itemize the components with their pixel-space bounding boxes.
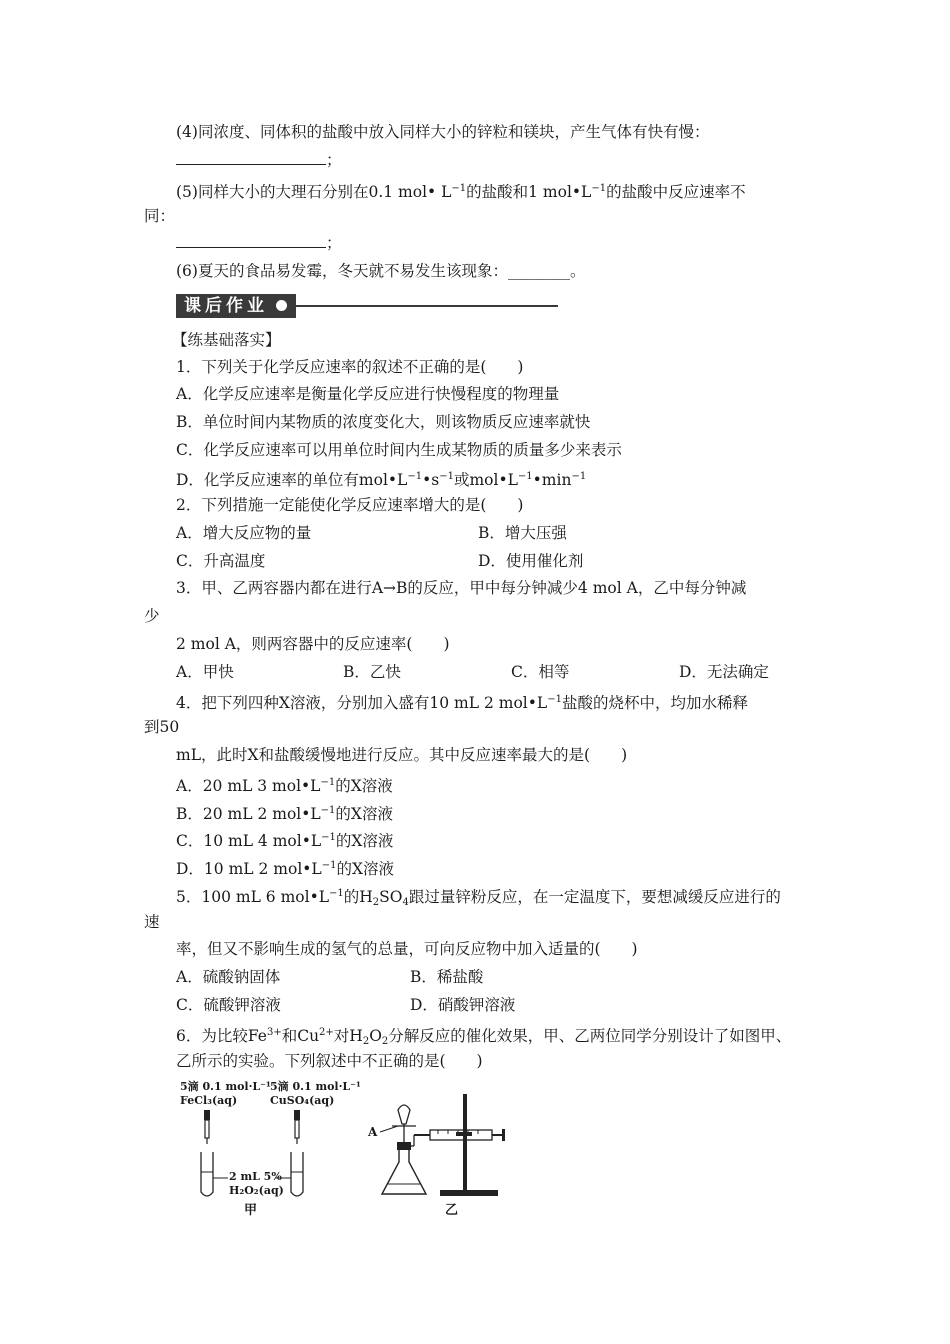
- p4-option-d: D．10 mL 2 $mol•L^{-1}$的X溶液: [176, 860, 395, 878]
- p2-option-a: A．增大反应物的量: [176, 524, 312, 542]
- p4-option-c: C．10 mL 4 $mol•L^{-1}$的X溶液: [176, 832, 394, 850]
- fig-right-reagent-1: 5滴 0.1 mol·L⁻¹: [270, 1080, 361, 1093]
- q4-text: (4)同浓度、同体积的盐酸中放入同样大小的锌粒和镁块，产生气体有快有慢：: [176, 123, 710, 141]
- p2-option-b: B．增大压强: [478, 524, 567, 542]
- fig-center-1: 2 mL 5%: [229, 1170, 282, 1183]
- fig-left-reagent-2: FeCl₃(aq): [180, 1094, 238, 1107]
- p4-stem-cont2: mL，此时X和盐酸缓慢地进行反应。其中反应速率最大的是( ): [176, 746, 628, 764]
- p2-option-c: C．升高温度: [176, 552, 266, 570]
- p4-stem-cont: 到50: [144, 718, 180, 736]
- p3-option-a: A．甲快: [176, 663, 234, 681]
- q4-answer-line: ；: [176, 150, 342, 170]
- p4-stem: 4．把下列四种X溶液，分别加入盛有10 mL 2 $mol•L^{-1}$盐酸的烧杯中，均加水稀释: [176, 694, 748, 712]
- p1-option-c: C．化学反应速率可以用单位时间内生成某物质的质量多少来表示: [176, 441, 622, 459]
- p4-option-b: B．20 mL 2 $mol•L^{-1}$的X溶液: [176, 805, 393, 823]
- fig-label-yi: 乙: [445, 1203, 459, 1218]
- q5-answer-line: ；: [176, 233, 342, 253]
- p6-stem-cont: 乙所示的实验。下列叙述中不正确的是( ): [176, 1052, 483, 1070]
- conical-flask-icon: [382, 1135, 426, 1194]
- p5-option-c: C．硫酸钾溶液: [176, 996, 281, 1014]
- p6-stem: 6．为比较$Fe^{3+}$和$Cu^{2+}$对$H_2O_2$分解反应的催化效果，甲、乙两位同学分别设计了如图甲、: [176, 1027, 792, 1047]
- fig-label-jia: 甲: [244, 1203, 258, 1218]
- p5-option-a: A．硫酸钠固体: [176, 968, 281, 986]
- section-title: 【练基础落实】: [172, 331, 281, 349]
- p4-option-a: A．20 mL 3 $mol•L^{-1}$的X溶液: [176, 777, 393, 795]
- p5-option-b: B．稀盐酸: [410, 968, 484, 986]
- fig-label-a: A: [368, 1125, 378, 1139]
- lab-stand-icon: [440, 1094, 498, 1196]
- p1-option-a: A．化学反应速率是衡量化学反应进行快慢程度的物理量: [176, 385, 560, 403]
- banner-dot: [276, 300, 287, 311]
- right-dropper-icon: [294, 1110, 300, 1144]
- p5-stem-cont: 速: [144, 913, 160, 931]
- p1-stem: 1．下列关于化学反应速率的叙述不正确的是( ): [176, 358, 524, 376]
- right-test-tube-icon: [291, 1152, 303, 1196]
- fig-left-reagent-1: 5滴 0.1 mol·L⁻¹: [180, 1080, 271, 1093]
- p1-option-b: B．单位时间内某物质的浓度变化大，则该物质反应速率就快: [176, 413, 591, 431]
- p3-stem-cont2: 2 mol A，则两容器中的反应速率( ): [176, 635, 450, 653]
- p3-option-b: B．乙快: [343, 663, 401, 681]
- answer-blank[interactable]: [176, 150, 326, 165]
- q5-text-cont: 同：: [144, 207, 176, 225]
- p2-option-d: D．使用催化剂: [478, 552, 584, 570]
- answer-blank[interactable]: [176, 233, 326, 248]
- p1-option-d: D．化学反应速率的单位有$mol•L^{-1}•s^{-1}$或$mol•L^{-1}•\min^{-1}$: [176, 471, 587, 489]
- figure-jia-drawing: [180, 1108, 330, 1203]
- p3-stem: 3．甲、乙两容器内都在进行A→B的反应，甲中每分钟减少4 mol A，乙中每分钟减: [176, 579, 747, 597]
- banner-rule: [294, 305, 558, 307]
- p5-option-d: D．硝酸钾溶液: [410, 996, 516, 1014]
- homework-banner: [176, 294, 558, 318]
- p5-stem: 5．100 mL 6 $mol•L^{-1}$的$H_2SO_4$跟过量锌粉反应，在一定温度下，要想减缓反应进行的: [176, 888, 781, 908]
- p3-option-d: D．无法确定: [679, 663, 769, 681]
- p3-option-c: C．相等: [511, 663, 570, 681]
- left-dropper-icon: [204, 1110, 210, 1144]
- q5-text: (5)同样大小的大理石分别在0.1 mol• $L^{-1}$的盐酸和1 $mol•L^{-1}$的盐酸中反应速率不: [176, 183, 746, 201]
- p5-stem-cont2: 率，但又不影响生成的氢气的总量，可向反应物中加入适量的( ): [176, 940, 638, 958]
- figure-yi-drawing: [378, 1092, 518, 1202]
- p3-stem-cont: 少: [144, 607, 160, 625]
- q6-text: (6)夏天的食品易发霉，冬天就不易发生该现象：________。: [176, 262, 586, 280]
- banner-title: 课后作业: [184, 296, 268, 316]
- left-test-tube-icon: [201, 1152, 213, 1196]
- p2-stem: 2．下列措施一定能使化学反应速率增大的是( ): [176, 496, 524, 514]
- fig-center-2: H₂O₂(aq): [229, 1184, 284, 1197]
- fig-right-reagent-2: CuSO₄(aq): [270, 1094, 335, 1107]
